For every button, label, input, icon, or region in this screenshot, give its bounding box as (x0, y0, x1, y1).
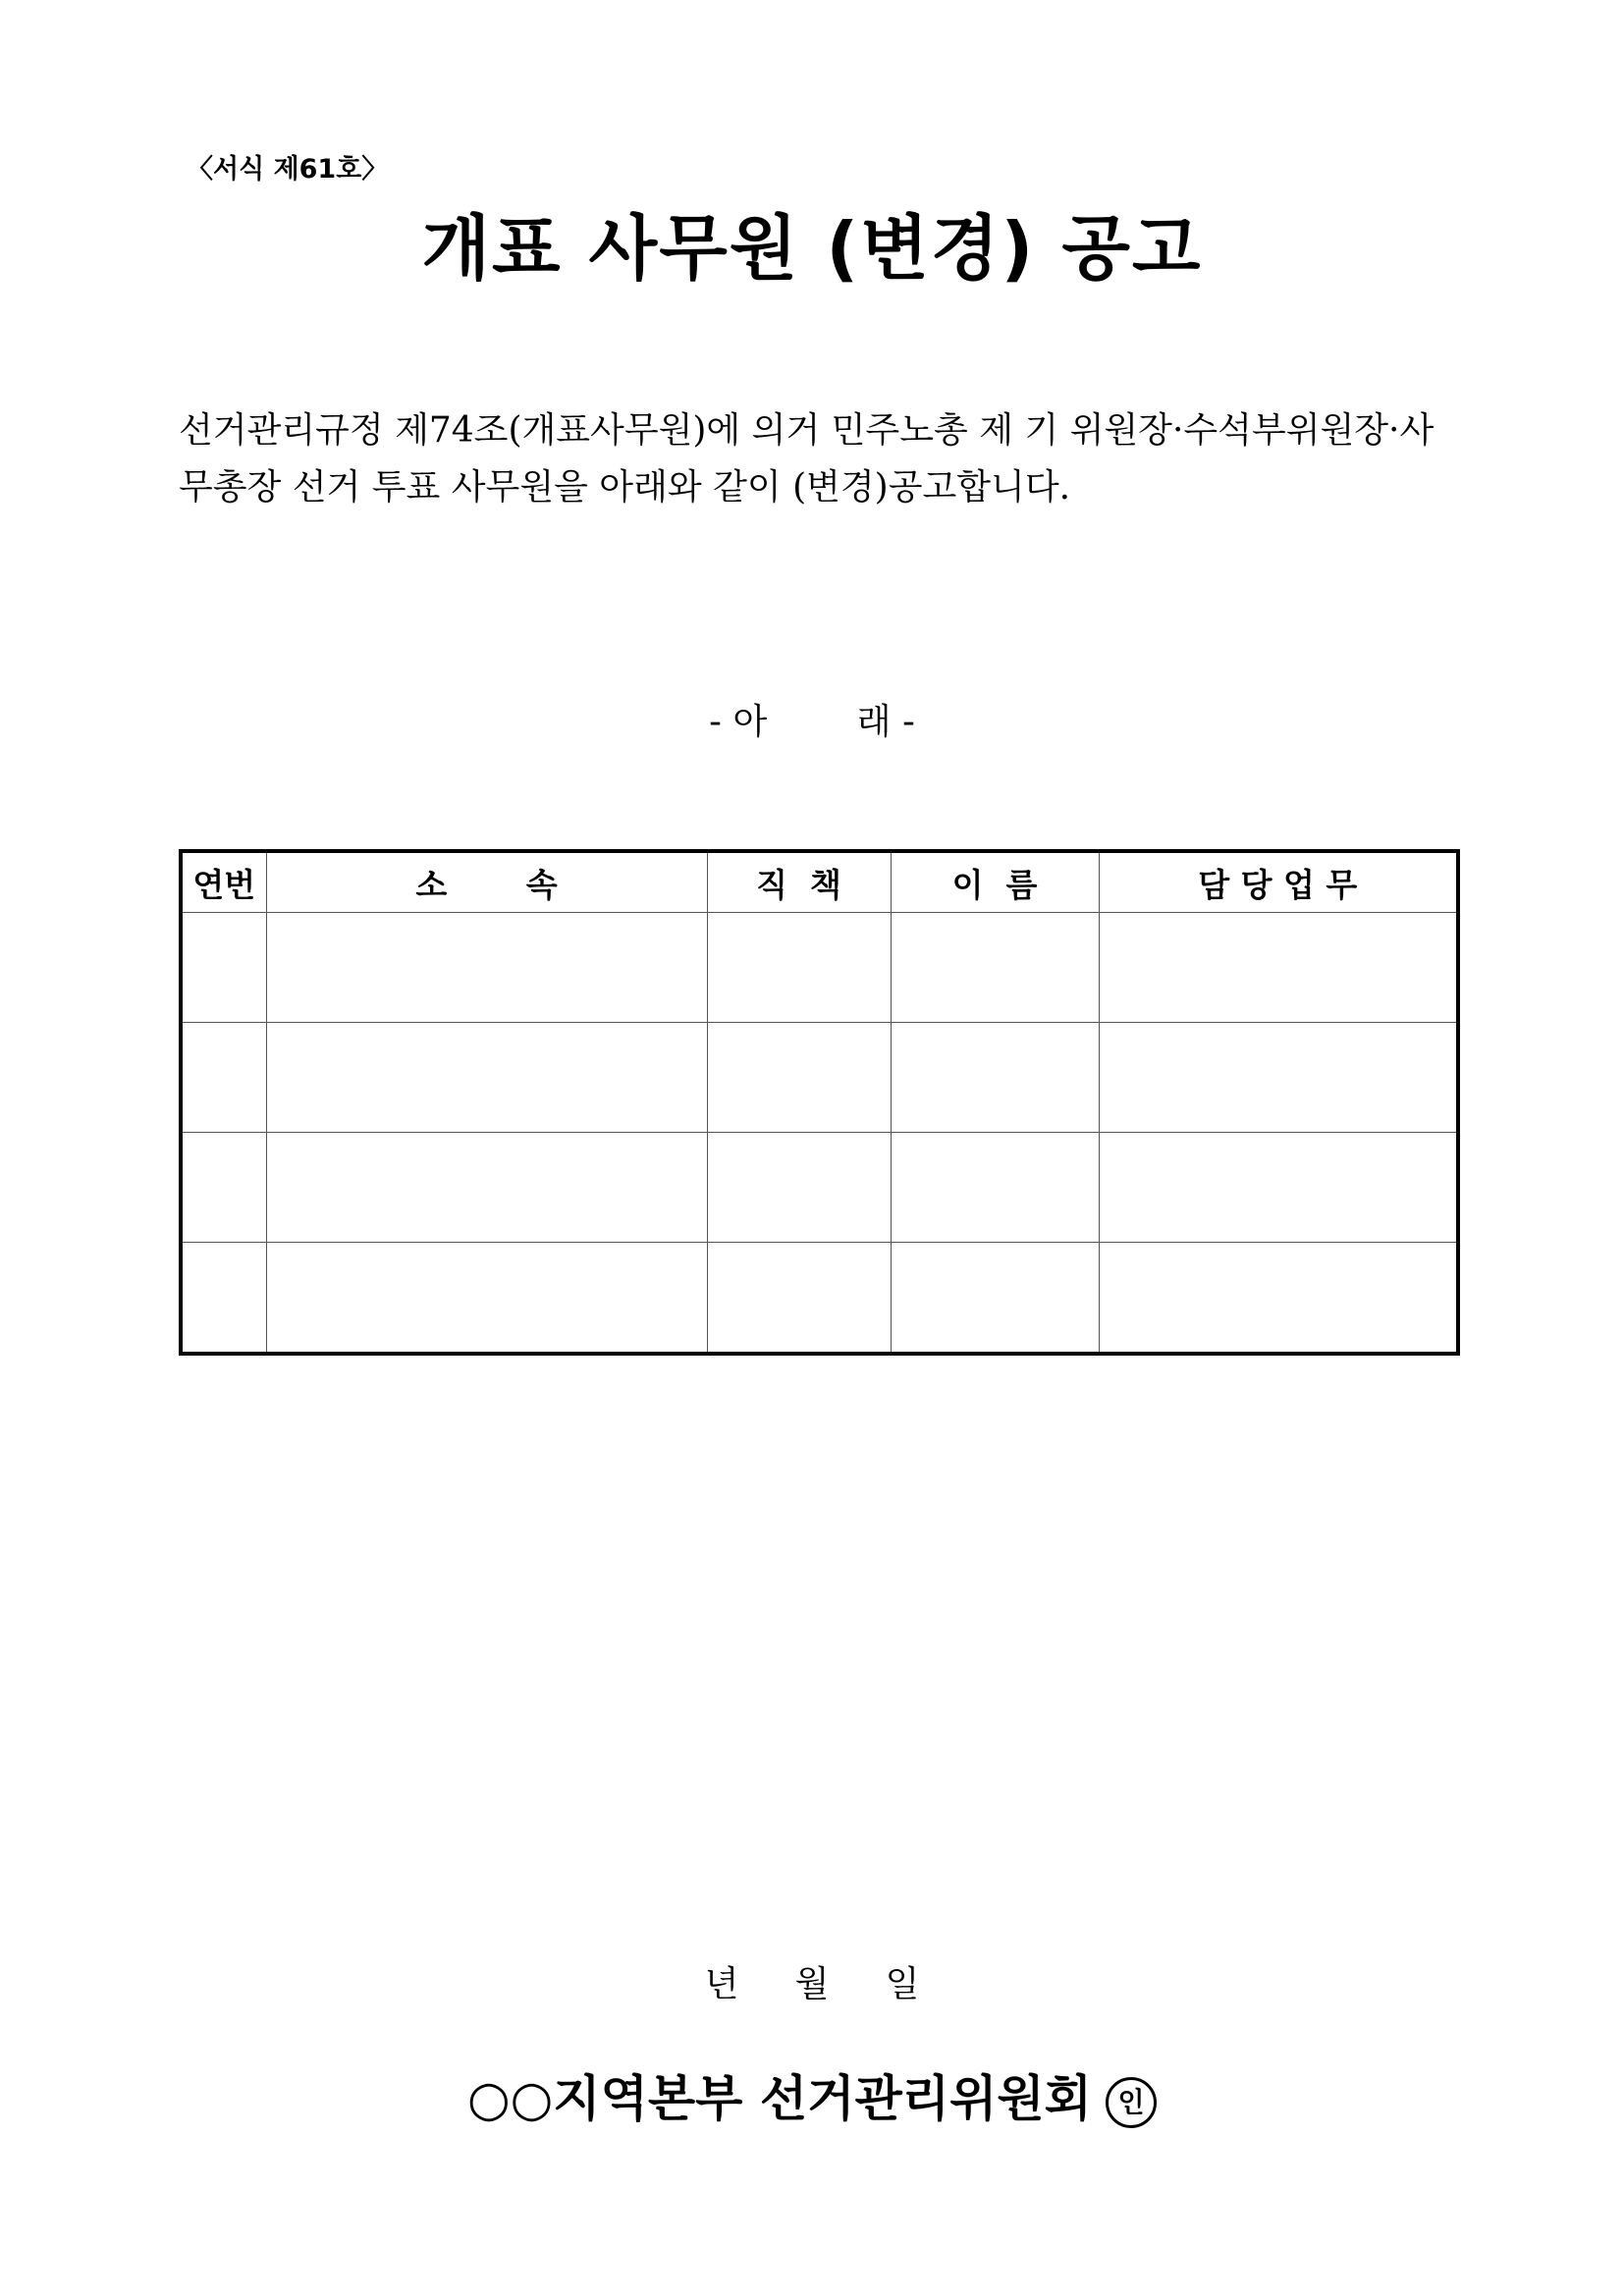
table-cell (1099, 1133, 1458, 1243)
header-position: 직 책 (707, 851, 891, 913)
table-cell (266, 913, 707, 1023)
table-cell (266, 1243, 707, 1355)
staff-table (179, 849, 1460, 1356)
table-cell (1099, 1243, 1458, 1355)
table-cell (181, 1243, 266, 1355)
date-line: 년 월 일 (704, 1964, 920, 2004)
committee-name: ○○지역본부 선거관리위원회 (467, 2070, 1092, 2127)
form-number: 〈서식 제61호〉 (187, 154, 389, 185)
header-duty: 담 당 업 무 (1099, 851, 1458, 913)
header-serial: 연번 (181, 851, 266, 913)
table-cell (266, 1133, 707, 1243)
table-row (181, 1023, 1458, 1133)
notice-body-line-2: 무총장 선거 투표 사무원을 아래와 같이 (변경)공고합니다. (179, 467, 1071, 507)
page-title: 개표 사무원 (변경) 공고 (421, 207, 1203, 290)
table-cell (1099, 1023, 1458, 1133)
table-cell (891, 1243, 1099, 1355)
table-row (181, 1243, 1458, 1355)
table-cell (891, 913, 1099, 1023)
table-cell (181, 1133, 266, 1243)
section-heading: - 아 래 - (709, 702, 915, 742)
table-cell (707, 1023, 891, 1133)
table-cell (266, 1023, 707, 1133)
table-row (181, 1133, 1458, 1243)
table-cell (891, 1133, 1099, 1243)
table-cell (707, 913, 891, 1023)
table-row (181, 913, 1458, 1023)
notice-body-line-1: 선거관리규정 제74조(개표사무원)에 의거 민주노총 제 기 위원장·수석부위원장·사 (179, 410, 1435, 451)
table-header-row (181, 851, 1458, 913)
committee-signature (0, 2059, 1624, 2130)
table-cell (891, 1023, 1099, 1133)
table-cell (181, 913, 266, 1023)
table-cell (181, 1023, 266, 1133)
table-cell (707, 1243, 891, 1355)
table-cell (707, 1133, 891, 1243)
notice-body (179, 402, 1455, 516)
table-cell (1099, 913, 1458, 1023)
header-name: 이 름 (891, 851, 1099, 913)
header-affiliation: 소 속 (266, 851, 707, 913)
seal-mark: 인 (1106, 2077, 1157, 2128)
